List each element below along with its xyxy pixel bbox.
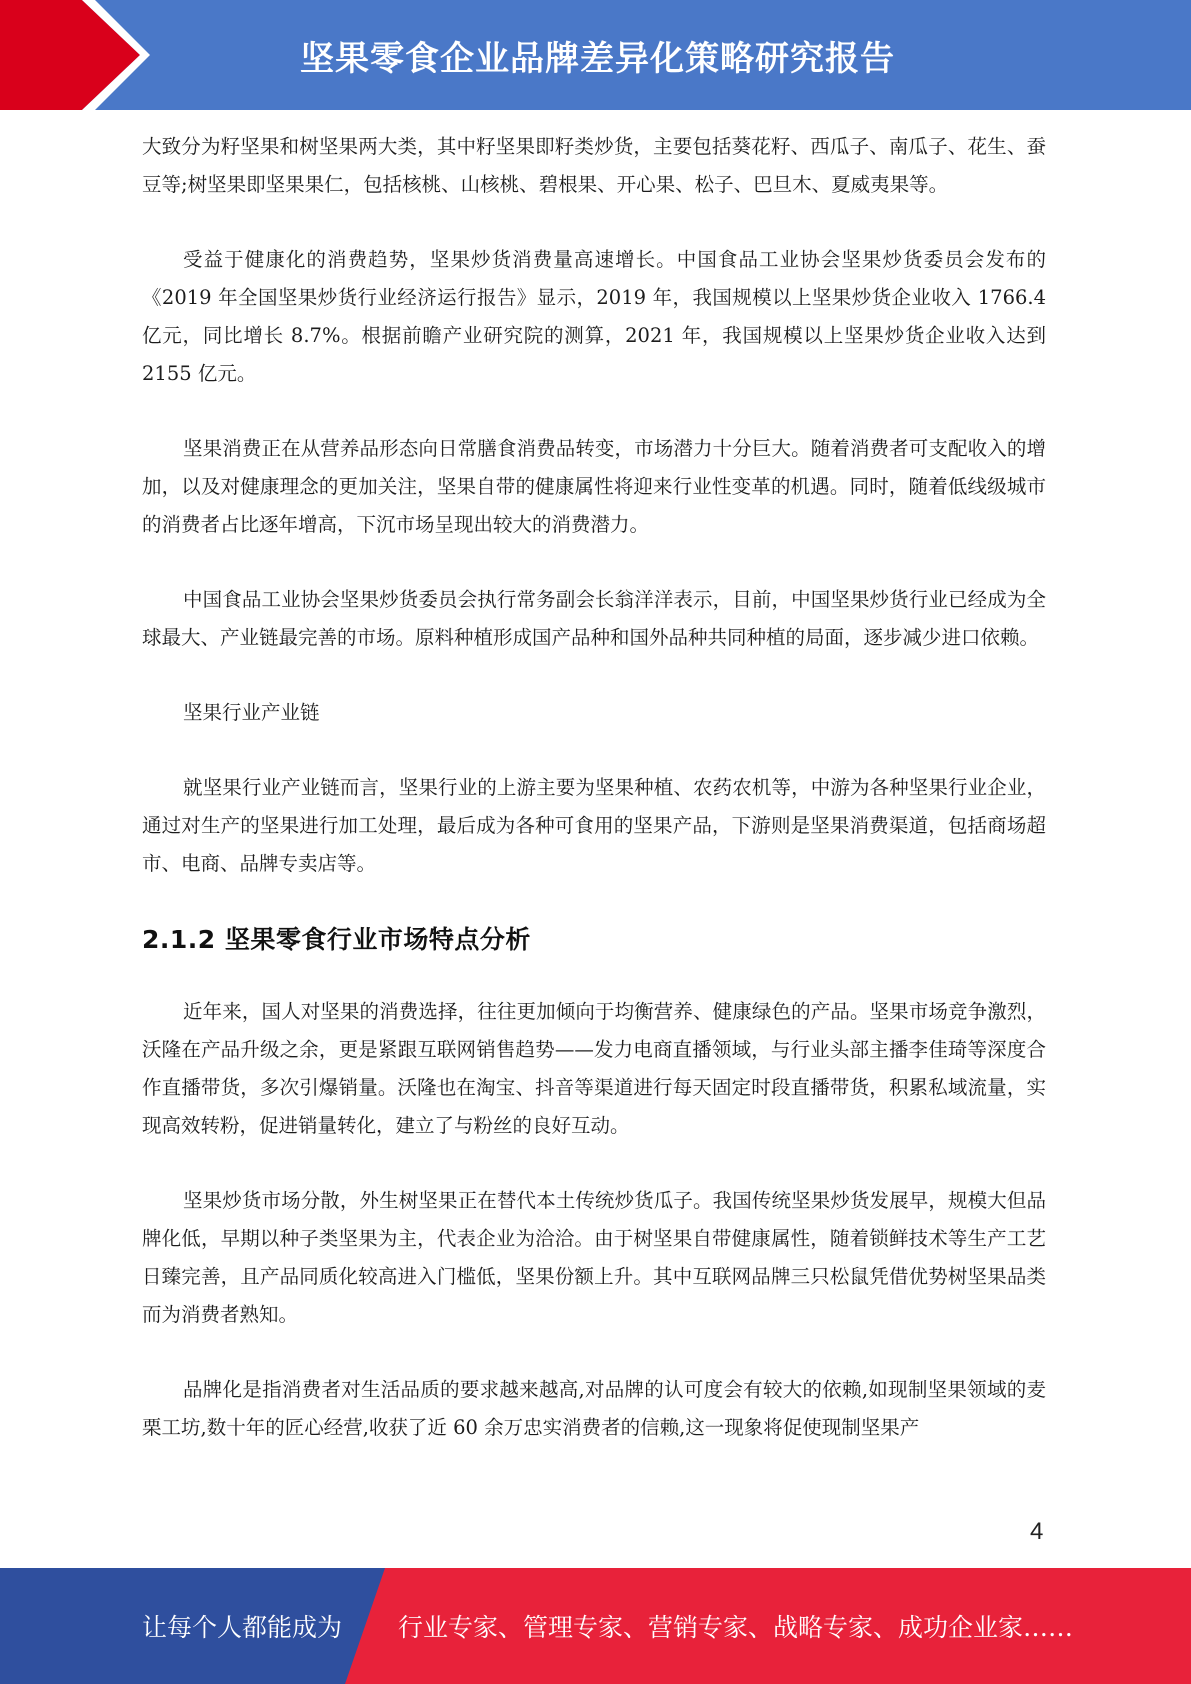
footer-banner (0, 1568, 1191, 1684)
paragraph: 坚果消费正在从营养品形态向日常膳食消费品转变，市场潜力十分巨大。随着消费者可支配收入的增加，以及对健康理念的更加关注，坚果自带的健康属性将迎来行业性变革的机遇。同时，随着低线级城市的消费者占比逐年增高，下沉市场呈现出较大的消费潜力。 (142, 437, 1046, 536)
header-banner (0, 0, 1191, 110)
section-heading: 2.1.2 坚果零食行业市场特点分析 (142, 925, 531, 954)
paragraph: 受益于健康化的消费趋势，坚果炒货消费量高速增长。中国食品工业协会坚果炒货委员会发布的《2019 年全国坚果炒货行业经济运行报告》显示，2019 年，我国规模以上坚果炒货企业收入 1766.4 亿元，同比增长 8.7%。根据前瞻产业研究院的测算，2021 年，我国规模以上坚果炒货企业收入达到 2155 亿元。 (142, 248, 1046, 385)
paragraph: 近年来，国人对坚果的消费选择，往往更加倾向于均衡营养、健康绿色的产品。坚果市场竞争激烈，沃隆在产品升级之余，更是紧跟互联网销售趋势——发力电商直播领域，与行业头部主播李佳琦等深度合作直播带货，多次引爆销量。沃隆也在淘宝、抖音等渠道进行每天固定时段直播带货，积累私域流量，实现高效转粉，促进销量转化，建立了与粉丝的良好互动。 (142, 1000, 1046, 1137)
subsection-label: 坚果行业产业链 (183, 701, 320, 724)
footer-slogan-right: 行业专家、管理专家、营销专家、战略专家、成功企业家…… (398, 1613, 1074, 1642)
page-number: 4 (1030, 1518, 1044, 1545)
document-title: 坚果零食企业品牌差异化策略研究报告 (300, 38, 895, 79)
paragraph: 大致分为籽坚果和树坚果两大类，其中籽坚果即籽类炒货，主要包括葵花籽、西瓜子、南瓜子、花生、蚕豆等;树坚果即坚果果仁，包括核桃、山核桃、碧根果、开心果、松子、巴旦木、夏威夷果等。 (142, 135, 1046, 196)
paragraph: 中国食品工业协会坚果炒货委员会执行常务副会长翁洋洋表示，目前，中国坚果炒货行业已经成为全球最大、产业链最完善的市场。原料种植形成国产品种和国外品种共同种植的局面，逐步减少进口依赖。 (142, 588, 1046, 649)
footer-slogan-left: 让每个人都能成为 (142, 1613, 343, 1642)
main-content (142, 128, 1046, 1484)
paragraph: 坚果炒货市场分散，外生树坚果正在替代本土传统炒货瓜子。我国传统坚果炒货发展早，规模大但品牌化低，早期以种子类坚果为主，代表企业为洽洽。由于树坚果自带健康属性，随着锁鲜技术等生产工艺日臻完善，且产品同质化较高进入门槛低，坚果份额上升。其中互联网品牌三只松鼠凭借优势树坚果品类而为消费者熟知。 (142, 1189, 1046, 1326)
paragraph: 品牌化是指消费者对生活品质的要求越来越高,对品牌的认可度会有较大的依赖,如现制坚果领域的麦栗工坊,数十年的匠心经营,收获了近 60 余万忠实消费者的信赖,这一现象将促使现制坚果产 (142, 1378, 1046, 1439)
paragraph: 就坚果行业产业链而言，坚果行业的上游主要为坚果种植、农药农机等，中游为各种坚果行业企业，通过对生产的坚果进行加工处理，最后成为各种可食用的坚果产品，下游则是坚果消费渠道，包括商场超市、电商、品牌专卖店等。 (142, 776, 1046, 875)
header-arrow-accent (0, 0, 150, 110)
